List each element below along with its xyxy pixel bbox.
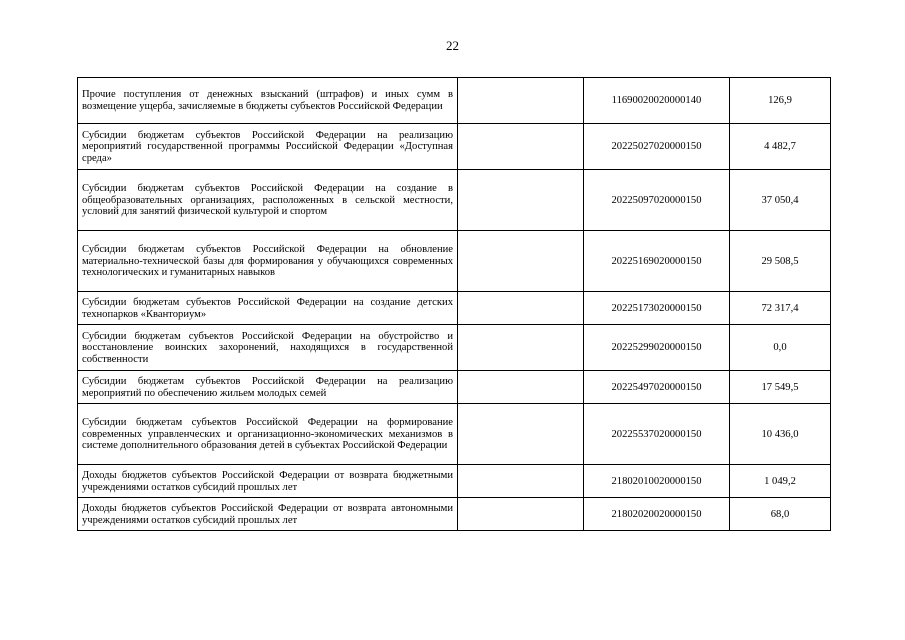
- empty-cell: [458, 170, 584, 231]
- table-row: [78, 325, 831, 371]
- table-row: [78, 78, 831, 124]
- revenue-name-cell: Субсидии бюджетам субъектов Российской Федерации на формирование современных управленческих и организационно-экономических механизмов в системе дополнительного образования детей в субъектах Российской Федерации: [78, 404, 458, 465]
- amount-cell: 1 049,2: [730, 465, 831, 498]
- empty-cell: [458, 78, 584, 124]
- amount-cell: 10 436,0: [730, 404, 831, 465]
- table-row: [78, 498, 831, 531]
- budget-code-cell: 20225299020000150: [584, 325, 730, 371]
- empty-cell: [458, 404, 584, 465]
- table-row: [78, 371, 831, 404]
- revenue-name-cell: Субсидии бюджетам субъектов Российской Федерации на обновление материально-технической базы для формирования у обучающихся современных технологических и гуманитарных навыков: [78, 231, 458, 292]
- budget-code-cell: 20225027020000150: [584, 124, 730, 170]
- amount-cell: 126,9: [730, 78, 831, 124]
- budget-code-cell: 11690020020000140: [584, 78, 730, 124]
- empty-cell: [458, 498, 584, 531]
- budget-revenue-table: [77, 77, 831, 531]
- budget-code-cell: 20225169020000150: [584, 231, 730, 292]
- revenue-name-cell: Субсидии бюджетам субъектов Российской Федерации на реализацию мероприятий по обеспечению жильем молодых семей: [78, 371, 458, 404]
- empty-cell: [458, 465, 584, 498]
- empty-cell: [458, 325, 584, 371]
- budget-code-cell: 20225537020000150: [584, 404, 730, 465]
- budget-code-cell: 21802020020000150: [584, 498, 730, 531]
- amount-cell: 68,0: [730, 498, 831, 531]
- revenue-name-cell: Субсидии бюджетам субъектов Российской Федерации на реализацию мероприятий государственной программы Российской Федерации «Доступная среда»: [78, 124, 458, 170]
- table-row: [78, 404, 831, 465]
- revenue-name-cell: Прочие поступления от денежных взысканий (штрафов) и иных сумм в возмещение ущерба, зачисляемые в бюджеты субъектов Российской Федерации: [78, 78, 458, 124]
- amount-cell: 29 508,5: [730, 231, 831, 292]
- amount-cell: 0,0: [730, 325, 831, 371]
- amount-cell: 72 317,4: [730, 292, 831, 325]
- budget-code-cell: 20225097020000150: [584, 170, 730, 231]
- revenue-name-cell: Доходы бюджетов субъектов Российской Федерации от возврата бюджетными учреждениями остатков субсидий прошлых лет: [78, 465, 458, 498]
- table-row: [78, 465, 831, 498]
- table-row: [78, 292, 831, 325]
- budget-code-cell: 20225497020000150: [584, 371, 730, 404]
- revenue-name-cell: Субсидии бюджетам субъектов Российской Федерации на обустройство и восстановление воинских захоронений, находящихся в государственной собственности: [78, 325, 458, 371]
- amount-cell: 17 549,5: [730, 371, 831, 404]
- revenue-name-cell: Субсидии бюджетам субъектов Российской Федерации на создание детских технопарков «Кванториум»: [78, 292, 458, 325]
- amount-cell: 4 482,7: [730, 124, 831, 170]
- empty-cell: [458, 124, 584, 170]
- page-number: 22: [446, 38, 459, 53]
- table-row: [78, 170, 831, 231]
- empty-cell: [458, 292, 584, 325]
- budget-code-cell: 20225173020000150: [584, 292, 730, 325]
- revenue-name-cell: Доходы бюджетов субъектов Российской Федерации от возврата автономными учреждениями остатков субсидий прошлых лет: [78, 498, 458, 531]
- budget-code-cell: 21802010020000150: [584, 465, 730, 498]
- table-row: [78, 231, 831, 292]
- revenue-name-cell: Субсидии бюджетам субъектов Российской Федерации на создание в общеобразовательных организациях, расположенных в сельской местности, условий для занятий физической культурой и спортом: [78, 170, 458, 231]
- empty-cell: [458, 371, 584, 404]
- table-row: [78, 124, 831, 170]
- empty-cell: [458, 231, 584, 292]
- amount-cell: 37 050,4: [730, 170, 831, 231]
